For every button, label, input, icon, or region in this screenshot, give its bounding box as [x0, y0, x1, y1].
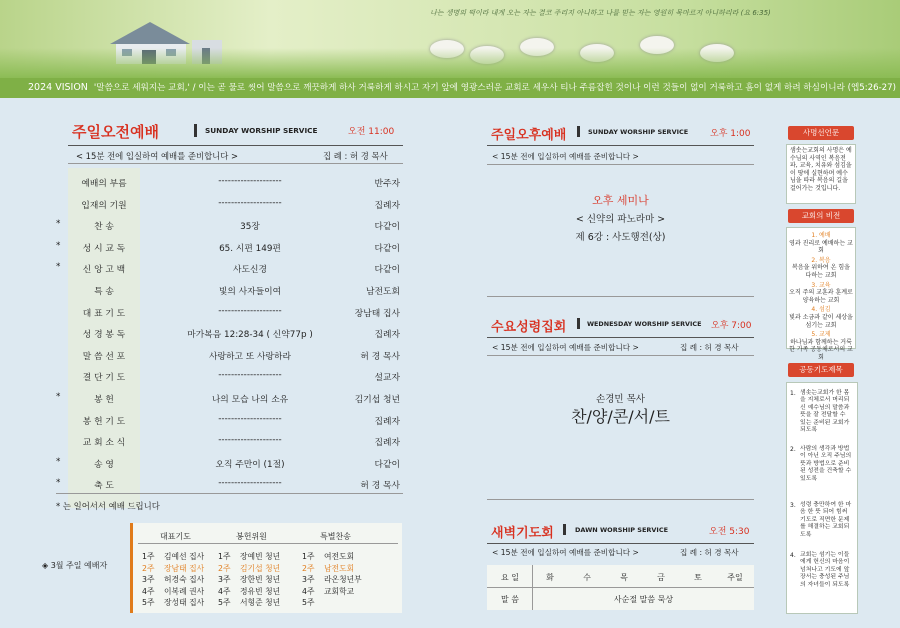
order-row [56, 192, 400, 215]
duty-week: 3주 [142, 575, 155, 584]
order-content: 35장 [240, 222, 260, 233]
vision-text: '말씀으로 세워지는 교회,' / 이는 곧 물로 씻어 말씀으로 깨끗하게 하사 거룩하게 하시고 자기 앞에 영광스러운 교회로 세우사 티나 주름잡힌 것이나 이런 것들이 없이 거룩하고 흠이 없게 하려 하심이니라 (엡5:26-27) [93, 83, 896, 93]
order-row [56, 278, 400, 301]
order-person: 다같이 [374, 222, 400, 233]
duty-name: 이복례 권사 [164, 586, 205, 596]
order-person: 반주자 [374, 179, 400, 189]
morning-footnote: * 는 일어서서 예배 드립니다 [56, 501, 160, 511]
order-label: 입재의 기원 [81, 200, 127, 211]
order-row [56, 451, 400, 474]
vision-head: 4. 섬김 [811, 306, 831, 314]
wednesday-rule-top [487, 337, 754, 338]
duty-name: 김기섭 청년 [240, 563, 281, 573]
afternoon-rule-top [487, 145, 754, 146]
order-content: -------------------- [218, 197, 282, 208]
afternoon-divider [577, 126, 580, 137]
order-label: 대 표 기 도 [82, 308, 126, 319]
duty-name: 서형준 청년 [240, 598, 281, 607]
order-label: 예배의 부름 [81, 179, 127, 189]
dawn-row-rule [487, 587, 754, 588]
duty-label: ◈ 3월 주일 예배자 [42, 561, 108, 570]
duty-name: 허경숙 집사 [164, 575, 205, 584]
grass [0, 48, 900, 78]
order-person: 김기섭 청년 [354, 395, 400, 405]
wednesday-time: 오후 7:00 [711, 321, 752, 331]
order-label: 특 송 [94, 287, 114, 297]
morning-time: 오전 11:00 [348, 127, 395, 137]
order-content: 빛의 사자들이여 [218, 287, 282, 297]
order-row [56, 472, 400, 495]
order-content: -------------------- [218, 176, 282, 186]
order-star: * [56, 392, 61, 402]
order-label: 결 단 기 도 [82, 373, 126, 384]
vision-body: 복음을 위하여 온 힘을 다하는 교회 [792, 264, 850, 279]
duty-name: 여전도회 [324, 552, 355, 561]
afternoon-subtitle: SUNDAY WORSHIP SERVICE [588, 128, 689, 136]
order-row [56, 321, 400, 344]
dawn-day: 수 [583, 573, 591, 582]
header-banner [0, 0, 900, 78]
duty-header: 대표기도 [160, 532, 191, 541]
wednesday-leader: 집 례 : 허 경 목사 [680, 343, 739, 352]
duty-header-rule [138, 543, 398, 544]
duty-name: 남전도회 [324, 563, 355, 573]
order-person: 허 경 목사 [360, 351, 400, 362]
order-content: -------------------- [218, 305, 282, 316]
duty-name: 라온청년부 [324, 575, 362, 584]
order-label: 성 시 교 독 [82, 243, 126, 254]
order-label: 신 앙 고 백 [82, 265, 126, 276]
order-content: 사랑하고 또 사랑하라 [208, 351, 292, 362]
order-person: 집례자 [374, 200, 400, 211]
vision-heading: 교회의 비전 [788, 209, 854, 223]
order-label: 말 씀 선 포 [82, 351, 126, 362]
mission-box [786, 144, 856, 204]
order-person: 집례자 [374, 416, 400, 427]
order-label: 봉 헌 [94, 395, 114, 405]
duty-name: 장예빈 청년 [240, 552, 281, 561]
mission-heading: 사명선언문 [788, 126, 854, 140]
prayer-number: 4. [790, 552, 796, 559]
duty-week: 5주 [302, 598, 315, 607]
dawn-leader: 집 례 : 허 경 목사 [680, 548, 739, 557]
order-row [56, 170, 400, 193]
dawn-day: 토 [694, 573, 702, 582]
prayer-text: 사람의 생각과 방법이 아닌 오직 주님의 뜻과 방법으로 준비된 성전을 건축할 수 있도록 [800, 446, 852, 482]
order-row [56, 256, 400, 279]
order-content: -------------------- [218, 435, 282, 446]
vision-head: 1. 예배 [811, 232, 831, 239]
order-star: * [56, 240, 61, 251]
duty-name: 정유빈 청년 [240, 586, 281, 596]
order-person: 장남태 집사 [354, 308, 400, 319]
vision-body: 빛과 소금과 같이 세상을 섬기는 교회 [789, 313, 853, 329]
vision-box [786, 227, 856, 361]
duty-header: 특별찬송 [320, 532, 351, 541]
order-person: 허 경 목사 [360, 481, 400, 492]
duty-week: 4주 [302, 586, 315, 596]
order-row [56, 408, 400, 431]
dawn-word-label: 말 씀 [501, 595, 519, 604]
dawn-title: 새벽기도회 [491, 526, 554, 541]
duty-week: 2주 [302, 563, 315, 573]
order-label: 송 영 [94, 459, 114, 470]
duty-week: 2주 [218, 563, 231, 573]
morning-subtitle: SUNDAY WORSHIP SERVICE [205, 126, 318, 135]
duty-week: 1주 [142, 552, 155, 561]
order-row [56, 343, 400, 366]
dawn-divider [563, 524, 566, 535]
order-content: -------------------- [218, 413, 282, 424]
afternoon-rule-end [487, 296, 754, 297]
morning-divider [194, 124, 197, 137]
duty-week: 4주 [218, 586, 231, 596]
dawn-notice: < 15분 전에 입실하여 예배를 준비합니다 > [492, 548, 639, 557]
prayer-number: 1. [790, 390, 796, 397]
duty-week: 2주 [142, 563, 155, 573]
vision-head: 5. 교제 [811, 331, 831, 339]
duty-week: 4주 [142, 586, 155, 596]
prayer-number: 2. [790, 446, 796, 453]
order-person: 남전도회 [366, 287, 400, 297]
order-label: 찬 송 [94, 222, 114, 233]
wednesday-subtitle: WEDNESDAY WORSHIP SERVICE [587, 320, 702, 328]
vision-body: 영과 진리로 예배하는 교회 [789, 239, 853, 255]
dawn-day: 금 [657, 573, 665, 582]
order-content: -------------------- [218, 478, 282, 489]
prayer-number: 3. [790, 502, 796, 509]
order-label: 축 도 [94, 481, 114, 492]
dawn-day-label: 요 일 [501, 573, 519, 582]
wednesday-notice: < 15분 전에 입실하여 예배를 준비합니다 > [492, 343, 639, 352]
order-star: * [56, 219, 61, 230]
order-row [56, 213, 400, 236]
order-row [56, 364, 400, 387]
afternoon-rule-bottom [487, 164, 754, 165]
morning-leader: 집 례 : 허 경 목사 [323, 151, 388, 161]
order-person: 다같이 [374, 459, 400, 470]
order-label: 교 회 소 식 [82, 438, 126, 449]
morning-title: 주일오전예배 [72, 123, 159, 141]
wednesday-title: 수요성령집회 [491, 320, 567, 335]
order-person: 집례자 [374, 438, 400, 449]
order-row [56, 300, 400, 323]
mission-text: 샘솟는교회의 사명은 예수님의 사역인 복음전파, 교육, 치유와 섬김을 이 땅에 실현하며 예수님을 따라 복음의 길을 걸어가는 것입니다. [790, 147, 852, 192]
prayer-heading: 공동기도제목 [788, 363, 854, 377]
order-star: * [56, 262, 61, 273]
duty-name: 장남태 집사 [164, 563, 205, 573]
afternoon-time: 오후 1:00 [710, 129, 751, 139]
duty-week: 5주 [218, 598, 231, 607]
order-label: 봉 헌 기 도 [82, 416, 126, 427]
order-star: * [56, 478, 61, 489]
dawn-word: 사순절 말씀 묵상 [613, 595, 674, 604]
order-person: 다같이 [374, 265, 400, 276]
morning-rule-bottom [68, 163, 403, 164]
duty-name: 김예선 집사 [164, 552, 205, 561]
order-rule [56, 493, 403, 494]
seminar-lesson: 제 6강 : 사도행전(상) [575, 232, 666, 243]
banner-verse: 나는 생명의 떡이라 내게 오는 자는 결코 주리지 아니하고 나를 믿는 자는 영원히 목마르지 아니하리라 (요 6:35) [430, 9, 771, 17]
order-row [56, 386, 400, 409]
wednesday-event: 찬/양/콘/서/트 [571, 407, 670, 426]
duty-week: 1주 [218, 552, 231, 561]
duty-week: 3주 [302, 575, 315, 584]
duty-accent-bar [130, 523, 133, 613]
prayer-text: 교회는 섬기는 이들에게 헌신의 마음이 넘쳐나고 기도에 앞장서는 충성된 주님의 자녀들이 되도록 [800, 552, 850, 588]
dawn-day: 화 [546, 573, 554, 582]
order-content: 나의 모습 나의 소유 [211, 395, 289, 405]
duty-name: 장한빈 청년 [240, 575, 281, 584]
duty-header: 봉헌위원 [236, 532, 267, 541]
order-person: 다같이 [374, 243, 400, 254]
duty-week: 1주 [302, 552, 315, 561]
vision-head: 3. 교육 [811, 281, 831, 289]
wednesday-divider [577, 318, 580, 329]
wednesday-speaker: 손경민 목사 [596, 394, 645, 405]
afternoon-title: 주일오후예배 [491, 128, 567, 143]
prayer-text: 샘솟는교회가 한 몸을 지체로서 머리되신 예수님의 말씀과 뜻을 잘 전달할 수 있는 준비된 교회가 되도록 [800, 390, 850, 434]
morning-notice: < 15분 전에 입실하여 예배를 준비합니다 > [76, 151, 239, 161]
order-content: 사도신경 [233, 265, 267, 276]
afternoon-notice: < 15분 전에 입실하여 예배를 준비합니다 > [492, 152, 639, 161]
order-person: 설교자 [374, 373, 400, 384]
order-person: 집례자 [374, 330, 400, 341]
dawn-rule-top [487, 543, 754, 544]
dawn-subtitle: DAWN WORSHIP SERVICE [575, 526, 669, 534]
vision-strip [0, 78, 900, 98]
order-content: 오직 주만이 (1절) [215, 459, 285, 470]
dawn-time: 오전 5:30 [709, 527, 750, 537]
vision-head: 2. 복음 [811, 256, 831, 264]
seminar-subtitle: < 신약의 파노라마 > [575, 214, 666, 225]
dawn-day: 주일 [727, 573, 743, 582]
duty-week: 3주 [218, 575, 231, 584]
duty-week: 5주 [142, 598, 155, 607]
vision-year: 2024 VISION [28, 82, 88, 93]
duty-name: 장성태 집사 [164, 598, 205, 607]
order-label: 성 경 봉 독 [82, 330, 126, 341]
order-content: 마가복음 12:28-34 ( 신약77p ) [187, 330, 313, 341]
order-star: * [56, 456, 61, 467]
order-row [56, 235, 400, 258]
wednesday-rule-bottom [487, 355, 754, 356]
prayer-text: 성령 충만하여 한 마음 한 뜻 되어 힘써 기도로 직면한 문제를 해결하는 교회되도록 [800, 502, 852, 538]
morning-rule-top [68, 145, 403, 146]
vision-body: 오직 주의 교훈과 훈계로 양육하는 교회 [789, 289, 853, 304]
order-content: -------------------- [218, 370, 282, 381]
order-row [56, 429, 400, 452]
vision-body: 하나님과 함께하는 거룩한 가족 공동체로서의 교회 [789, 338, 853, 361]
order-content: 65. 시편 149편 [219, 243, 281, 254]
wednesday-rule-end [487, 499, 754, 500]
duty-name: 교회학교 [324, 586, 355, 596]
dawn-day: 목 [620, 573, 628, 582]
seminar-title: 오후 세미나 [592, 194, 649, 207]
